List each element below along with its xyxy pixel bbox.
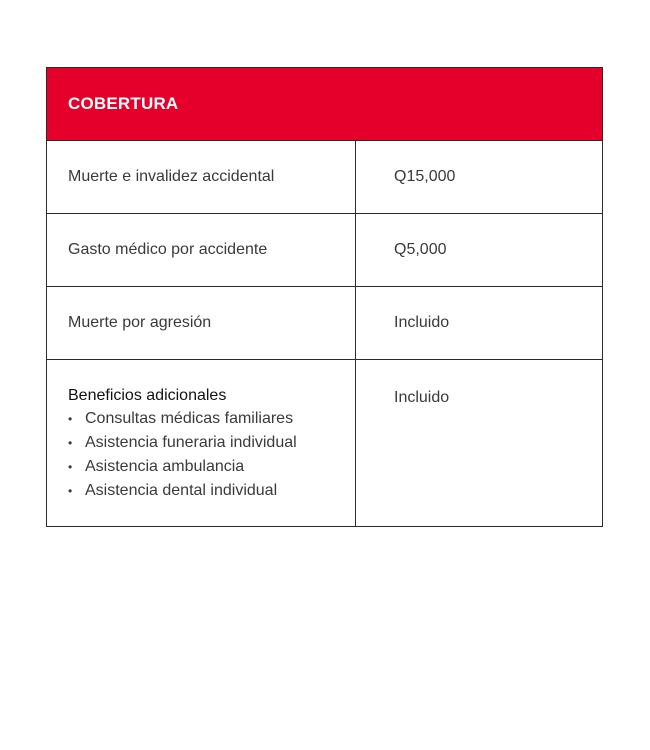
benefits-row bbox=[47, 360, 602, 526]
row-value-cell bbox=[356, 214, 602, 286]
row-label-cell bbox=[47, 141, 356, 213]
row-label: Gasto médico por accidente bbox=[68, 241, 268, 258]
row-label: Muerte e invalidez accidental bbox=[68, 168, 275, 185]
row-label-cell bbox=[47, 214, 356, 286]
benefits-list-item bbox=[68, 431, 297, 455]
benefits-list-item bbox=[68, 455, 297, 479]
benefits-title: Beneficios adicionales bbox=[68, 387, 227, 404]
benefits-value-cell bbox=[356, 360, 602, 526]
row-value: Q5,000 bbox=[394, 241, 447, 258]
benefits-list bbox=[68, 407, 297, 503]
coverage-table bbox=[46, 67, 603, 527]
benefits-list-item bbox=[68, 479, 297, 503]
table-header-title: COBERTURA bbox=[68, 94, 179, 113]
table-row bbox=[47, 214, 602, 287]
table-row bbox=[47, 141, 602, 214]
row-value: Q15,000 bbox=[394, 168, 456, 185]
benefits-list-item bbox=[68, 407, 297, 431]
row-label: Muerte por agresión bbox=[68, 314, 212, 331]
bullet-icon: • bbox=[68, 412, 73, 426]
benefits-value: Incluido bbox=[394, 389, 450, 406]
row-label-cell bbox=[47, 287, 356, 359]
bullet-icon: • bbox=[68, 436, 73, 450]
bullet-icon: • bbox=[68, 460, 73, 474]
row-value-cell bbox=[356, 141, 602, 213]
table-row bbox=[47, 287, 602, 360]
table-header bbox=[47, 68, 602, 141]
benefits-item-text: Consultas médicas familiares bbox=[85, 410, 294, 427]
benefits-item-text: Asistencia funeraria individual bbox=[85, 434, 297, 451]
benefits-label-cell bbox=[47, 360, 356, 526]
row-value-cell bbox=[356, 287, 602, 359]
benefits-item-text: Asistencia dental individual bbox=[85, 482, 278, 499]
row-value: Incluido bbox=[394, 314, 450, 331]
bullet-icon: • bbox=[68, 484, 73, 498]
benefits-item-text: Asistencia ambulancia bbox=[85, 458, 245, 475]
